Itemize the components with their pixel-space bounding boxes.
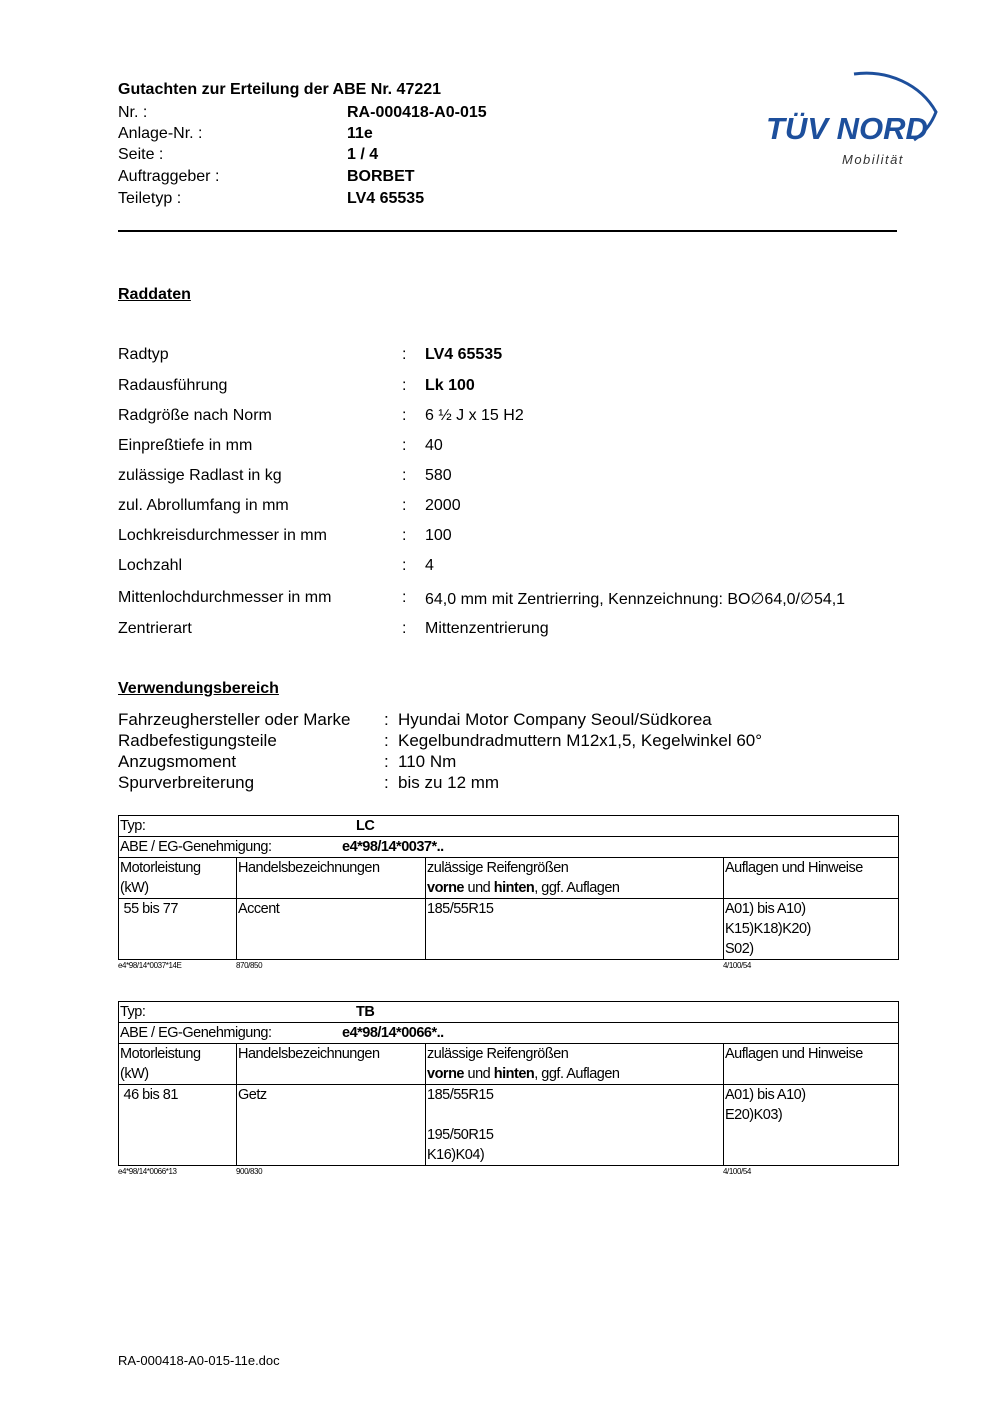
tuev-nord-logo [762,60,942,170]
header-label: Nr. : [118,104,148,121]
header-text: Auflagen und Hinweise [725,1046,863,1062]
note-line: S02) [725,941,754,957]
header-text [427,878,723,898]
report-title: Gutachten zur Erteilung der ABE Nr. 47221 [118,81,442,98]
spec-colon: : [402,437,407,454]
usage-colon: : [384,710,389,729]
notes-cell [724,1085,899,1166]
column-header [119,1044,237,1085]
spec-value: 40 [425,437,443,454]
header-text: (kW) [120,1066,149,1082]
header-value: 11e [347,125,373,142]
typ-value: TB [356,1004,375,1020]
vehicle-table-lc [118,815,899,960]
spec-colon: : [402,620,407,637]
usage-row [118,752,918,773]
logo-brand: TÜV NORD [766,111,928,146]
spec-colon: : [402,346,407,363]
spec-label: Lochkreisdurchmesser in mm [118,527,327,544]
usage-value: bis zu 12 mm [398,773,500,792]
typ-cell [119,1002,899,1023]
header-text [427,1064,723,1084]
column-header [119,858,237,899]
header-bold: hinten [493,880,535,896]
spec-row [118,437,918,457]
spec-colon: : [402,527,407,544]
typ-label: Typ: [120,1004,146,1020]
table-footer-code: 4/100/54 [723,961,751,970]
tyre-line: K16)K04) [427,1147,485,1163]
spec-label: zulässige Radlast in kg [118,467,282,484]
usage-label: Radbefestigungsteile [118,731,277,750]
abe-value: e4*98/14*0066*.. [342,1025,444,1041]
section-title-raddaten: Raddaten [118,286,191,303]
header-label: Anlage-Nr. : [118,125,203,142]
column-header [724,858,899,899]
table-footer-code: 870/850 [236,961,263,970]
header-plain: , ggf. Auflagen [534,880,620,896]
usage-value: Hyundai Motor Company Seoul/Südkorea [398,710,712,729]
header-text: Auflagen und Hinweise [725,860,863,876]
header-text: zulässige Reifengrößen [427,860,569,876]
spec-label: Einpreßtiefe in mm [118,437,253,454]
spec-colon: : [402,407,407,424]
logo-subtitle: Mobilität [842,152,904,167]
power-cell: 46 bis 81 [119,1085,237,1166]
header-value: RA-000418-A0-015 [347,104,487,121]
table-row [119,1002,899,1023]
name-cell: Getz [237,1085,426,1166]
spec-row [118,620,918,640]
usage-label: Fahrzeughersteller oder Marke [118,710,351,729]
spec-value: LV4 65535 [425,346,503,363]
usage-label: Anzugsmoment [118,752,237,771]
spec-value: 64,0 mm mit Zentrierring, Kennzeichnung: BO∅64,0/∅54,1 [425,591,846,608]
table-header-row [119,858,899,899]
column-header [426,858,724,899]
spec-colon: : [402,589,407,606]
spec-label: Zentrierart [118,620,192,637]
header-plain: und [464,1066,494,1082]
abe-value: e4*98/14*0037*.. [342,839,444,855]
spec-value: 100 [425,527,452,544]
usage-label: Spurverbreiterung [118,773,255,792]
header-bold: vorne [427,1066,464,1082]
spec-label: Lochzahl [118,557,183,574]
usage-value: 110 Nm [398,752,457,771]
note-line: E20)K03) [725,1107,783,1123]
spec-row [118,557,918,577]
table-footer-code: e4*98/14*0037*14E [118,961,182,970]
spec-colon: : [402,557,407,574]
header-value: LV4 65535 [347,190,425,207]
table-row [119,1085,899,1166]
typ-cell [119,816,899,837]
header-plain: und [464,880,494,896]
header-bold: hinten [493,1066,535,1082]
spec-value: Lk 100 [425,377,475,394]
usage-row [118,731,918,752]
header-divider [118,230,897,232]
table-footer-code: e4*98/14*0066*13 [118,1167,177,1176]
table-footer-code: 900/830 [236,1167,263,1176]
spec-row [118,346,918,366]
spec-value: 2000 [425,497,461,514]
column-header [237,1044,426,1085]
spec-value: Mittenzentrierung [425,620,549,637]
table-row [119,816,899,837]
note-line: A01) bis A10) [725,1087,806,1103]
usage-colon: : [384,752,389,771]
spec-label: Mittenlochdurchmesser in mm [118,589,332,606]
spec-row [118,407,918,427]
spec-label: Radgröße nach Norm [118,407,272,424]
header-label: Teiletyp : [118,190,182,207]
spec-row [118,527,918,547]
abe-label: ABE / EG-Genehmigung: [120,1025,272,1041]
table-row [119,899,899,960]
header-label: Seite : [118,146,164,163]
spec-label: Radtyp [118,346,169,363]
spec-row [118,589,918,609]
tyre-line: 185/55R15 [427,901,494,917]
header-text: Handelsbezeichnungen [238,860,380,876]
spec-colon: : [402,467,407,484]
abe-cell [119,1023,899,1044]
header-plain: , ggf. Auflagen [534,1066,620,1082]
typ-label: Typ: [120,818,146,834]
header-text: zulässige Reifengrößen [427,1046,569,1062]
spec-colon: : [402,377,407,394]
spec-value: 6 ½ J x 15 H2 [425,407,524,424]
spec-value: 580 [425,467,452,484]
header-label: Auftraggeber : [118,168,220,185]
header-text: Motorleistung [120,1046,201,1062]
tyre-cell [426,1085,724,1166]
header-bold: vorne [427,880,464,896]
usage-row [118,710,918,731]
column-header [237,858,426,899]
note-line: K15)K18)K20) [725,921,811,937]
document-filename: RA-000418-A0-015-11e.doc [118,1353,280,1368]
usage-row [118,773,918,794]
abe-cell [119,837,899,858]
typ-value: LC [356,818,375,834]
usage-colon: : [384,773,389,792]
abe-label: ABE / EG-Genehmigung: [120,839,272,855]
table-row [119,837,899,858]
spec-label: zul. Abrollumfang in mm [118,497,289,514]
tyre-line: 195/50R15 [427,1127,494,1143]
section-title-verwendungsbereich: Verwendungsbereich [118,680,279,697]
header-text: Handelsbezeichnungen [238,1046,380,1062]
tyre-cell [426,899,724,960]
spec-row [118,497,918,517]
column-header [426,1044,724,1085]
usage-colon: : [384,731,389,750]
tyre-line: 185/55R15 [427,1087,494,1103]
note-line: A01) bis A10) [725,901,806,917]
vehicle-table-tb [118,1001,899,1166]
spec-row [118,377,918,397]
spec-colon: : [402,497,407,514]
spec-label: Radausführung [118,377,228,394]
header-value: 1 / 4 [347,146,379,163]
name-cell: Accent [237,899,426,960]
header-text: Motorleistung [120,860,201,876]
header-value: BORBET [347,168,415,185]
spec-value: 4 [425,557,434,574]
power-cell: 55 bis 77 [119,899,237,960]
notes-cell [724,899,899,960]
table-footer-code: 4/100/54 [723,1167,751,1176]
logo-arc-icon [762,60,942,170]
header-text: (kW) [120,880,149,896]
tyre-spacer [427,1105,723,1125]
column-header [724,1044,899,1085]
table-header-row [119,1044,899,1085]
table-row [119,1023,899,1044]
usage-value: Kegelbundradmuttern M12x1,5, Kegelwinkel 60° [398,731,763,750]
spec-row [118,467,918,487]
